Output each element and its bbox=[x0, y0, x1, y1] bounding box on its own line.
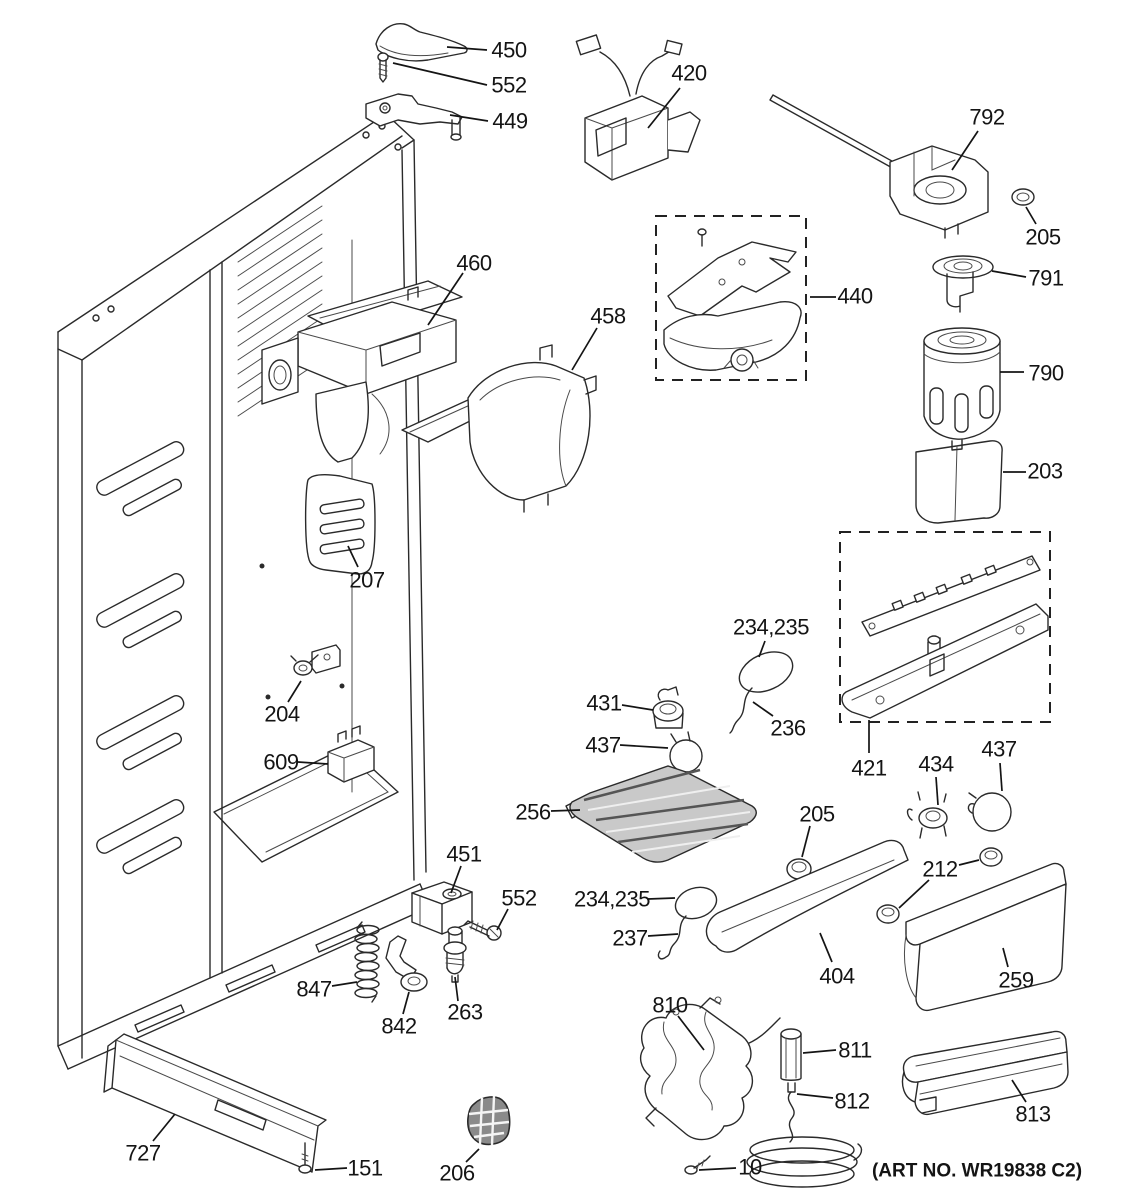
part-259-drawing bbox=[904, 863, 1066, 1010]
part-256-drawing bbox=[566, 766, 756, 862]
part-label-207: 207 bbox=[349, 567, 385, 593]
part-label-727: 727 bbox=[125, 1140, 161, 1166]
leader-line-727 bbox=[153, 1114, 175, 1141]
part-label-449: 449 bbox=[492, 108, 528, 134]
leader-line-458 bbox=[572, 328, 597, 370]
part-label-810: 810 bbox=[652, 992, 688, 1018]
leader-line-552 bbox=[393, 63, 487, 85]
leader-line-812 bbox=[797, 1094, 833, 1098]
leader-line-10 bbox=[699, 1168, 736, 1170]
part-label-792: 792 bbox=[969, 104, 1005, 130]
part-790-drawing bbox=[924, 328, 1000, 439]
part-810-tank-drawing bbox=[641, 997, 780, 1140]
part-label-552: 552 bbox=[491, 72, 527, 98]
part-label-203: 203 bbox=[1027, 458, 1063, 484]
part-label-791: 791 bbox=[1028, 265, 1064, 291]
part-label-450: 450 bbox=[491, 37, 527, 63]
part-421-assembly-drawing bbox=[840, 532, 1050, 722]
part-263-drawing bbox=[444, 927, 466, 982]
leader-line-212 bbox=[899, 880, 929, 908]
part-label-236: 236 bbox=[770, 715, 806, 741]
part-205-top-drawing bbox=[1012, 189, 1034, 205]
part-label-237: 237 bbox=[612, 925, 648, 951]
part-437-right-bulb-drawing bbox=[968, 793, 1011, 831]
part-label-431: 431 bbox=[586, 690, 622, 716]
leader-line-204 bbox=[288, 681, 301, 702]
part-label-813: 813 bbox=[1015, 1101, 1051, 1127]
part-label-259: 259 bbox=[998, 967, 1034, 993]
leader-line-212 bbox=[959, 860, 979, 865]
part-437-left-bulb-drawing bbox=[670, 732, 702, 772]
part-label-847: 847 bbox=[296, 976, 332, 1002]
part-label-420: 420 bbox=[671, 60, 707, 86]
leader-line-847 bbox=[332, 982, 357, 986]
leader-line-811 bbox=[803, 1050, 836, 1053]
part-label-790: 790 bbox=[1028, 360, 1064, 386]
part-label-234,235: 234,235 bbox=[732, 614, 810, 640]
part-203-drawing bbox=[916, 440, 1002, 523]
door-shelf-rails bbox=[94, 439, 186, 875]
part-label-451: 451 bbox=[446, 841, 482, 867]
part-431-drawing bbox=[653, 687, 683, 728]
part-label-434: 434 bbox=[918, 751, 954, 777]
part-label-151: 151 bbox=[347, 1155, 383, 1181]
part-label-437: 437 bbox=[981, 736, 1017, 762]
leader-line-151 bbox=[315, 1168, 347, 1170]
leader-line-434 bbox=[936, 777, 938, 805]
part-label-204: 204 bbox=[264, 701, 300, 727]
part-552-lower-screw-drawing bbox=[464, 921, 501, 940]
part-label-404: 404 bbox=[819, 963, 855, 989]
part-450-drawing bbox=[376, 24, 467, 61]
part-label-234,235: 234,235 bbox=[573, 886, 651, 912]
leader-line-431 bbox=[622, 705, 653, 710]
part-label-263: 263 bbox=[447, 999, 483, 1025]
part-label-842: 842 bbox=[381, 1013, 417, 1039]
leader-line-552 bbox=[497, 909, 508, 930]
part-label-811: 811 bbox=[838, 1037, 872, 1063]
leader-line-234,235 bbox=[648, 898, 675, 899]
leader-line-842 bbox=[403, 992, 409, 1014]
part-237-wire bbox=[658, 916, 686, 959]
leader-line-237 bbox=[648, 934, 678, 936]
part-404-drawing bbox=[706, 840, 908, 952]
part-label-212: 212 bbox=[922, 856, 958, 882]
part-440-assembly-drawing bbox=[656, 216, 806, 380]
part-204-drawing bbox=[291, 645, 340, 675]
part-420-drawing bbox=[576, 35, 700, 180]
leader-line-205 bbox=[802, 826, 810, 857]
part-label-440: 440 bbox=[837, 283, 873, 309]
part-label-206: 206 bbox=[439, 1160, 475, 1186]
part-842-drawing bbox=[386, 936, 427, 991]
part-811-drawing bbox=[781, 1029, 801, 1092]
part-791-drawing bbox=[933, 256, 993, 312]
part-label-609: 609 bbox=[263, 749, 299, 775]
leader-line-437 bbox=[620, 745, 668, 748]
part-236-wire bbox=[730, 688, 752, 733]
part-10-screw-drawing bbox=[685, 1156, 710, 1174]
leader-line-205 bbox=[1026, 207, 1036, 224]
part-451-drawing bbox=[412, 882, 472, 934]
leader-line-791 bbox=[992, 271, 1026, 277]
part-206-grille-drawing bbox=[468, 1096, 510, 1145]
leader-line-404 bbox=[820, 933, 832, 962]
part-label-205: 205 bbox=[1025, 224, 1061, 250]
leader-line-256 bbox=[551, 810, 580, 811]
art-number-text: (ART NO. WR19838 C2) bbox=[871, 1160, 1083, 1182]
part-label-460: 460 bbox=[456, 250, 492, 276]
part-label-812: 812 bbox=[834, 1088, 870, 1114]
part-552-top-screw-drawing bbox=[378, 53, 388, 82]
part-label-458: 458 bbox=[590, 303, 626, 329]
part-label-437: 437 bbox=[585, 732, 621, 758]
leader-line-609 bbox=[298, 762, 328, 764]
part-449-drawing bbox=[366, 94, 462, 140]
part-847-spring-drawing bbox=[355, 922, 379, 1002]
part-label-421: 421 bbox=[851, 755, 887, 781]
part-434-drawing bbox=[908, 792, 948, 838]
leader-line-437 bbox=[1000, 763, 1002, 791]
part-label-10: 10 bbox=[738, 1154, 762, 1180]
part-label-256: 256 bbox=[515, 799, 551, 825]
part-label-552: 552 bbox=[501, 885, 537, 911]
leader-line-236 bbox=[753, 702, 773, 716]
part-label-205: 205 bbox=[799, 801, 835, 827]
part-207-drawing bbox=[306, 475, 375, 574]
